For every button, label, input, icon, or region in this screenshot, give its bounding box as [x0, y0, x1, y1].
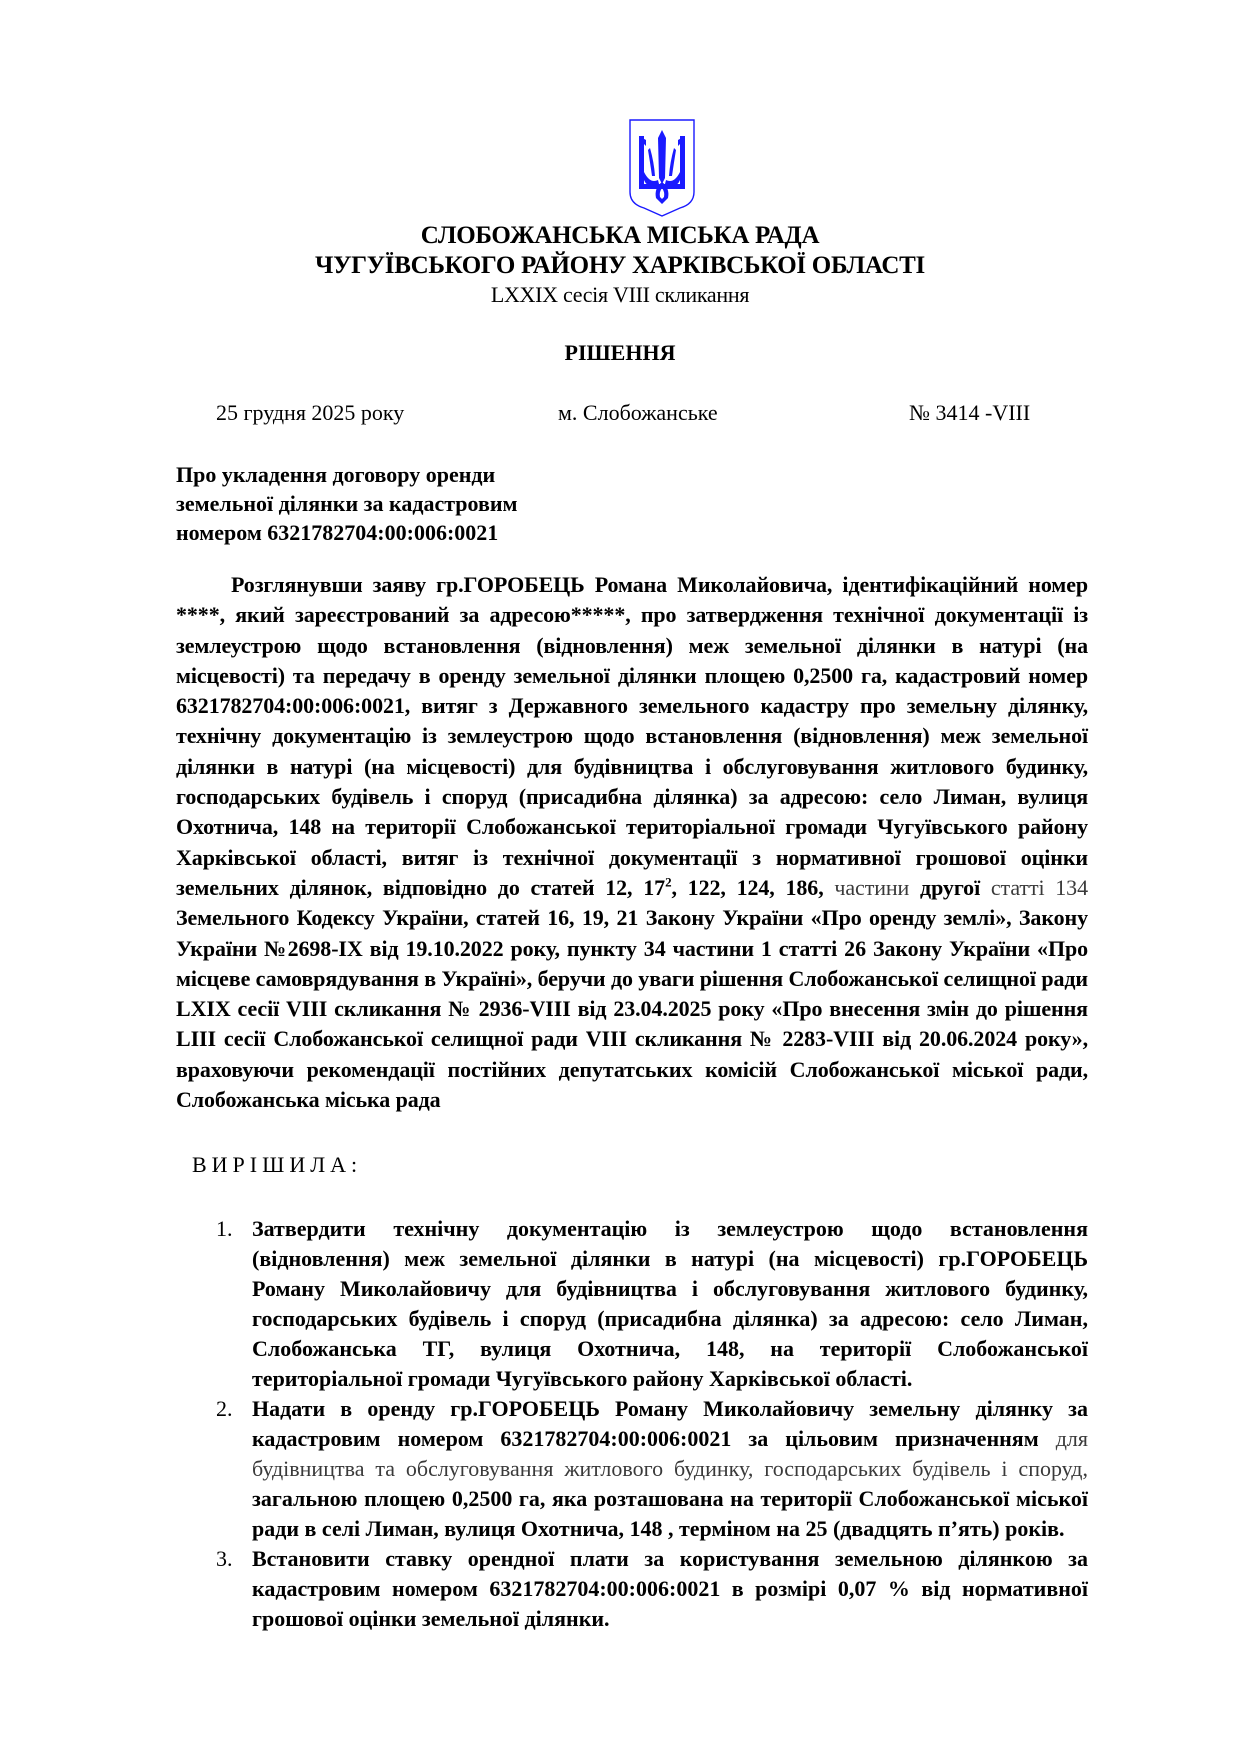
superscript: 2 [665, 874, 672, 890]
decision-number: № 3414 -VIII [909, 400, 1031, 425]
decision-place: м. Слобожанське [558, 400, 718, 425]
resolution-item [210, 1394, 1088, 1544]
subject-line: земельної ділянки за кадастровим [176, 491, 518, 516]
decision-date: 25 грудня 2025 року [216, 400, 405, 425]
item-text: Затвердити технічну документацію із землеустрою щодо встановлення (відновлення) меж земельної ділянки в натурі (на місцевості) гр.ГОРОБЕЦЬ Роману Миколайовичу для будівництва і обслуговування житлового будинку, господарських будівель і споруд (присадибна ділянка) за адресою: село Лиман, Слобожанська ТГ, вулиця Охотнича, 148, на території Слобожанської територіальної громади Чугуївського району Харківської області. [252, 1216, 1088, 1391]
subject-line: Про укладення договору оренди [176, 462, 496, 487]
session-line: LXXIX сесія VIII скликання [490, 282, 750, 307]
preamble-text-gray: статті 134 [990, 874, 1088, 900]
subject-line: номером 6321782704:00:006:0021 [176, 520, 499, 545]
item-number: 2. [216, 1396, 233, 1421]
preamble-text: Розглянувши заяву гр.ГОРОБЕЦЬ Романа Миколайовича, ідентифікаційний номер ****, який зареєстрований за адресою*****, про затвердження технічної документації із землеустрою щодо встановлення (відновлення) меж земельної ділянки в натурі (на місцевості) та передачу в оренду земельної ділянки площею 0,2500 га, кадастровий номер 6321782704:00:006:0021, витяг з Державного земельного кадастру про земельну ділянку, технічну документацію із землеустрою щодо встановлення (відновлення) меж земельної ділянки в натурі (на місцевості) для будівництва і обслуговування житлового будинку, господарських будівель і споруд (присадибна ділянка) за адресою: село Лиман, вулиця Охотнича, 148 на території Слобожанської територіальної громади Чугуївського району Харківської області, витяг із технічної документації з нормативної грошової оцінки земельних ділянок, відповідно до статей 12, 17 [176, 572, 1088, 900]
preamble-paragraph [176, 570, 1088, 1115]
item-text-gray: для будівництва та обслуговування житлового будинку, господарських будівель і споруд, [252, 1426, 1088, 1481]
preamble-text: , 122, 124, 186, [671, 874, 835, 900]
item-number: 1. [216, 1216, 233, 1241]
item-text: Встановити ставку орендної плати за користування земельною ділянкою за кадастровим номером 6321782704:00:006:0021 в розмірі 0,07 % від нормативної грошової оцінки земельної ділянки. [252, 1546, 1088, 1631]
resolution-items [210, 1214, 1088, 1634]
document-type-title: РІШЕННЯ [564, 340, 676, 365]
district-name: ЧУГУЇВСЬКОГО РАЙОНУ ХАРКІВСЬКОЇ ОБЛАСТІ [315, 252, 925, 279]
preamble-text-gray: частини [834, 874, 921, 900]
item-text: загальною площею 0,2500 га, яка розташована на території Слобожанської міської ради в селі Лиман, вулиця Охотнича, 148 , терміном на 25 (двадцять п’ять) років. [252, 1486, 1088, 1541]
resolved-label: ВИРІШИЛА: [192, 1152, 363, 1177]
resolution-item [210, 1214, 1088, 1394]
preamble-text: другої [920, 874, 991, 900]
preamble-text: Земельного Кодексу України, статей 16, 19, 21 Закону України «Про оренду землі», Закону України №2698-IX від 19.10.2022 року, пункту 34 частини 1 статті 26 Закону України «Про місцеве самоврядування в Україні», беручи до уваги рішення Слобожанської селищної ради LXIX сесії VIII скликання № 2936-VIII від 23.04.2025 року «Про внесення змін до рішення LIII сесії Слобожанської селищної ради VIII скликання № 2283-VIII від 20.06.2024 року», враховуючи рекомендації постійних депутатських комісій Слобожанської міської ради, Слобожанська міська рада [176, 905, 1088, 1113]
decision-subject [176, 460, 636, 547]
resolution-item [210, 1544, 1088, 1634]
item-text: Надати в оренду гр.ГОРОБЕЦЬ Роману Миколайовичу земельну ділянку за кадастровим номером 6321782704:00:006:0021 за цільовим призначенням [252, 1396, 1088, 1451]
council-name: СЛОБОЖАНСЬКА МІСЬКА РАДА [420, 222, 820, 249]
ukraine-coat-of-arms-trident-icon [628, 118, 696, 218]
item-number: 3. [216, 1546, 233, 1571]
